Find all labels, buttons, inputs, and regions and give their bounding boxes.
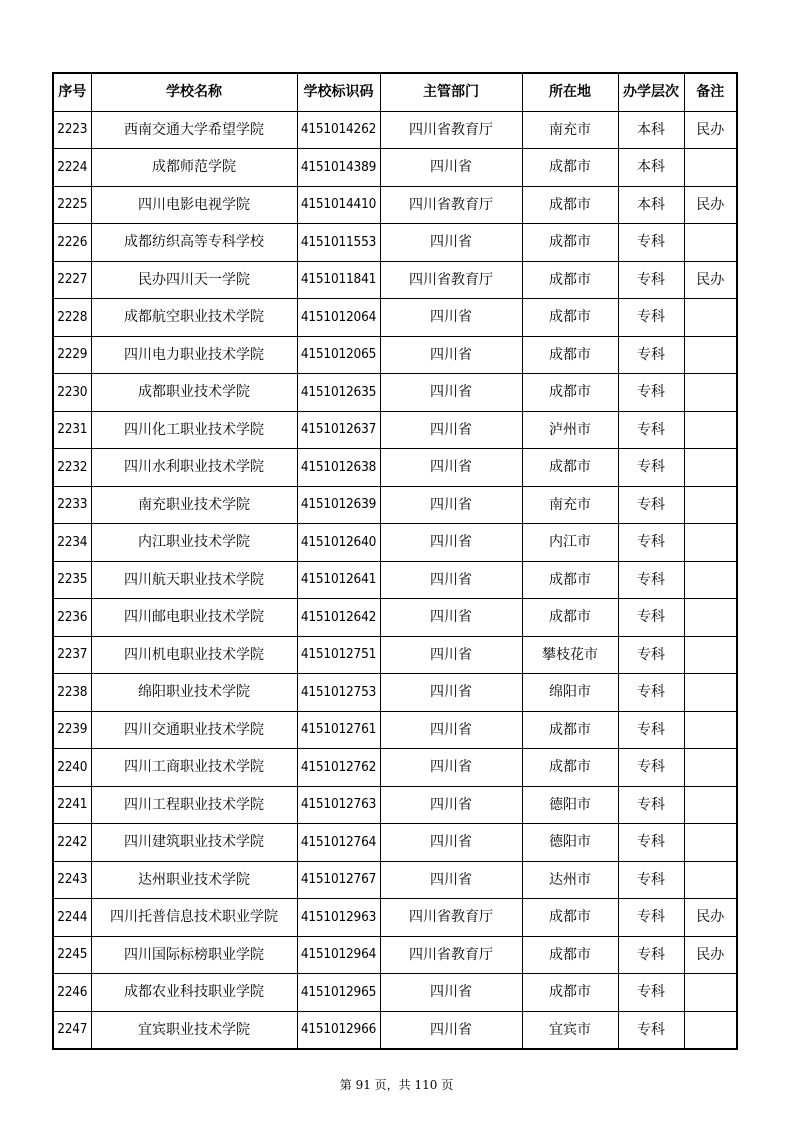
table-row — [53, 936, 737, 974]
remark-cell — [684, 299, 737, 337]
serial-cell: 2239 — [53, 711, 91, 749]
location-cell: 绵阳市 — [522, 674, 618, 712]
remark-cell — [684, 786, 737, 824]
page-footer: 第 91 页，共 110 页 — [339, 1078, 454, 1092]
level-cell: 专科 — [618, 936, 684, 974]
serial-cell: 2227 — [53, 261, 91, 299]
header-authority: 主管部门 — [380, 73, 522, 111]
school-name-cell: 达州职业技术学院 — [91, 861, 297, 899]
authority-cell: 四川省 — [380, 374, 522, 412]
serial-cell: 2226 — [53, 224, 91, 262]
location-cell: 成都市 — [522, 899, 618, 937]
header-remark: 备注 — [684, 73, 737, 111]
school-name-cell: 四川化工职业技术学院 — [91, 411, 297, 449]
level-cell: 专科 — [618, 524, 684, 562]
table-row — [53, 861, 737, 899]
header-level: 办学层次 — [618, 73, 684, 111]
school-code-cell: 4151012767 — [297, 861, 380, 899]
school-name-cell: 成都职业技术学院 — [91, 374, 297, 412]
authority-cell: 四川省教育厅 — [380, 936, 522, 974]
remark-cell — [684, 749, 737, 787]
school-code-cell: 4151012642 — [297, 599, 380, 637]
table-row — [53, 899, 737, 937]
location-cell: 南充市 — [522, 486, 618, 524]
school-code-cell: 4151012764 — [297, 824, 380, 862]
level-cell: 专科 — [618, 899, 684, 937]
header-location: 所在地 — [522, 73, 618, 111]
authority-cell: 四川省 — [380, 974, 522, 1012]
table-row — [53, 374, 737, 412]
location-cell: 南充市 — [522, 111, 618, 149]
school-name-cell: 四川邮电职业技术学院 — [91, 599, 297, 637]
level-cell: 专科 — [618, 374, 684, 412]
remark-cell — [684, 1011, 737, 1049]
school-code-cell: 4151011841 — [297, 261, 380, 299]
serial-cell: 2241 — [53, 786, 91, 824]
location-cell: 内江市 — [522, 524, 618, 562]
level-cell: 专科 — [618, 749, 684, 787]
remark-cell — [684, 636, 737, 674]
school-name-cell: 四川航天职业技术学院 — [91, 561, 297, 599]
serial-cell: 2231 — [53, 411, 91, 449]
serial-cell: 2228 — [53, 299, 91, 337]
school-name-cell: 绵阳职业技术学院 — [91, 674, 297, 712]
school-code-cell: 4151012966 — [297, 1011, 380, 1049]
authority-cell: 四川省 — [380, 1011, 522, 1049]
authority-cell: 四川省 — [380, 224, 522, 262]
location-cell: 成都市 — [522, 299, 618, 337]
serial-cell: 2223 — [53, 111, 91, 149]
remark-cell: 民办 — [684, 936, 737, 974]
school-code-cell: 4151014410 — [297, 186, 380, 224]
school-code-cell: 4151014262 — [297, 111, 380, 149]
school-code-cell: 4151012638 — [297, 449, 380, 487]
authority-cell: 四川省 — [380, 449, 522, 487]
level-cell: 专科 — [618, 1011, 684, 1049]
serial-cell: 2232 — [53, 449, 91, 487]
serial-cell: 2224 — [53, 149, 91, 187]
school-code-cell: 4151012065 — [297, 336, 380, 374]
serial-cell: 2238 — [53, 674, 91, 712]
school-code-cell: 4151012637 — [297, 411, 380, 449]
school-code-cell: 4151012762 — [297, 749, 380, 787]
school-code-cell: 4151014389 — [297, 149, 380, 187]
serial-cell: 2243 — [53, 861, 91, 899]
school-name-cell: 成都纺织高等专科学校 — [91, 224, 297, 262]
table-row — [53, 749, 737, 787]
school-code-cell: 4151012064 — [297, 299, 380, 337]
remark-cell: 民办 — [684, 186, 737, 224]
school-name-cell: 四川电影电视学院 — [91, 186, 297, 224]
table-row — [53, 261, 737, 299]
authority-cell: 四川省 — [380, 599, 522, 637]
serial-cell: 2242 — [53, 824, 91, 862]
authority-cell: 四川省 — [380, 561, 522, 599]
authority-cell: 四川省 — [380, 149, 522, 187]
location-cell: 成都市 — [522, 711, 618, 749]
remark-cell — [684, 411, 737, 449]
remark-cell — [684, 974, 737, 1012]
serial-cell: 2233 — [53, 486, 91, 524]
school-name-cell: 四川工商职业技术学院 — [91, 749, 297, 787]
school-name-cell: 成都航空职业技术学院 — [91, 299, 297, 337]
table-row — [53, 1011, 737, 1049]
level-cell: 专科 — [618, 861, 684, 899]
school-name-cell: 四川托普信息技术职业学院 — [91, 899, 297, 937]
table-row — [53, 111, 737, 149]
remark-cell — [684, 224, 737, 262]
level-cell: 专科 — [618, 336, 684, 374]
authority-cell: 四川省 — [380, 636, 522, 674]
table-row — [53, 824, 737, 862]
school-code-cell: 4151012753 — [297, 674, 380, 712]
header-school-code: 学校标识码 — [297, 73, 380, 111]
remark-cell — [684, 336, 737, 374]
table-row — [53, 711, 737, 749]
authority-cell: 四川省 — [380, 486, 522, 524]
location-cell: 宜宾市 — [522, 1011, 618, 1049]
remark-cell: 民办 — [684, 261, 737, 299]
serial-cell: 2246 — [53, 974, 91, 1012]
authority-cell: 四川省教育厅 — [380, 186, 522, 224]
level-cell: 专科 — [618, 299, 684, 337]
location-cell: 成都市 — [522, 936, 618, 974]
remark-cell — [684, 374, 737, 412]
level-cell: 专科 — [618, 711, 684, 749]
school-name-cell: 成都农业科技职业学院 — [91, 974, 297, 1012]
serial-cell: 2240 — [53, 749, 91, 787]
table-header-row — [53, 73, 737, 111]
authority-cell: 四川省教育厅 — [380, 899, 522, 937]
level-cell: 本科 — [618, 186, 684, 224]
authority-cell: 四川省 — [380, 749, 522, 787]
school-name-cell: 四川水利职业技术学院 — [91, 449, 297, 487]
authority-cell: 四川省 — [380, 524, 522, 562]
table-row — [53, 524, 737, 562]
authority-cell: 四川省 — [380, 711, 522, 749]
remark-cell — [684, 711, 737, 749]
location-cell: 达州市 — [522, 861, 618, 899]
remark-cell — [684, 674, 737, 712]
location-cell: 成都市 — [522, 599, 618, 637]
location-cell: 成都市 — [522, 186, 618, 224]
level-cell: 专科 — [618, 599, 684, 637]
table-row — [53, 636, 737, 674]
serial-cell: 2225 — [53, 186, 91, 224]
remark-cell — [684, 449, 737, 487]
location-cell: 德阳市 — [522, 786, 618, 824]
location-cell: 泸州市 — [522, 411, 618, 449]
table-row — [53, 599, 737, 637]
level-cell: 专科 — [618, 786, 684, 824]
location-cell: 成都市 — [522, 749, 618, 787]
location-cell: 德阳市 — [522, 824, 618, 862]
school-code-cell: 4151012751 — [297, 636, 380, 674]
school-code-cell: 4151012965 — [297, 974, 380, 1012]
school-name-cell: 内江职业技术学院 — [91, 524, 297, 562]
level-cell: 专科 — [618, 674, 684, 712]
serial-cell: 2235 — [53, 561, 91, 599]
school-code-cell: 4151012635 — [297, 374, 380, 412]
school-name-cell: 民办四川天一学院 — [91, 261, 297, 299]
table-row — [53, 299, 737, 337]
school-name-cell: 四川建筑职业技术学院 — [91, 824, 297, 862]
location-cell: 成都市 — [522, 336, 618, 374]
location-cell: 成都市 — [522, 449, 618, 487]
remark-cell — [684, 824, 737, 862]
school-code-cell: 4151012763 — [297, 786, 380, 824]
location-cell: 成都市 — [522, 261, 618, 299]
school-code-cell: 4151012963 — [297, 899, 380, 937]
level-cell: 专科 — [618, 974, 684, 1012]
authority-cell: 四川省教育厅 — [380, 261, 522, 299]
school-name-cell: 四川机电职业技术学院 — [91, 636, 297, 674]
remark-cell — [684, 149, 737, 187]
school-name-cell: 四川电力职业技术学院 — [91, 336, 297, 374]
location-cell: 成都市 — [522, 561, 618, 599]
serial-cell: 2236 — [53, 599, 91, 637]
location-cell: 成都市 — [522, 224, 618, 262]
level-cell: 本科 — [618, 111, 684, 149]
serial-cell: 2245 — [53, 936, 91, 974]
authority-cell: 四川省教育厅 — [380, 111, 522, 149]
location-cell: 成都市 — [522, 974, 618, 1012]
header-school-name: 学校名称 — [91, 73, 297, 111]
level-cell: 专科 — [618, 486, 684, 524]
table-row — [53, 449, 737, 487]
table-row — [53, 674, 737, 712]
table-row — [53, 486, 737, 524]
table-row — [53, 186, 737, 224]
level-cell: 专科 — [618, 561, 684, 599]
table-row — [53, 224, 737, 262]
authority-cell: 四川省 — [380, 861, 522, 899]
authority-cell: 四川省 — [380, 786, 522, 824]
remark-cell — [684, 861, 737, 899]
school-name-cell: 成都师范学院 — [91, 149, 297, 187]
school-code-cell: 4151012639 — [297, 486, 380, 524]
school-name-cell: 西南交通大学希望学院 — [91, 111, 297, 149]
serial-cell: 2247 — [53, 1011, 91, 1049]
level-cell: 本科 — [618, 149, 684, 187]
remark-cell — [684, 599, 737, 637]
school-list-table — [52, 72, 738, 1050]
table-row — [53, 149, 737, 187]
table-row — [53, 786, 737, 824]
school-code-cell: 4151012964 — [297, 936, 380, 974]
location-cell: 攀枝花市 — [522, 636, 618, 674]
header-serial: 序号 — [53, 73, 91, 111]
school-name-cell: 四川交通职业技术学院 — [91, 711, 297, 749]
remark-cell: 民办 — [684, 111, 737, 149]
serial-cell: 2229 — [53, 336, 91, 374]
school-code-cell: 4151012761 — [297, 711, 380, 749]
level-cell: 专科 — [618, 224, 684, 262]
serial-cell: 2237 — [53, 636, 91, 674]
table-row — [53, 336, 737, 374]
school-name-cell: 宜宾职业技术学院 — [91, 1011, 297, 1049]
school-name-cell: 四川国际标榜职业学院 — [91, 936, 297, 974]
remark-cell — [684, 486, 737, 524]
school-name-cell: 四川工程职业技术学院 — [91, 786, 297, 824]
serial-cell: 2234 — [53, 524, 91, 562]
level-cell: 专科 — [618, 411, 684, 449]
level-cell: 专科 — [618, 824, 684, 862]
location-cell: 成都市 — [522, 149, 618, 187]
level-cell: 专科 — [618, 636, 684, 674]
remark-cell — [684, 561, 737, 599]
authority-cell: 四川省 — [380, 299, 522, 337]
level-cell: 专科 — [618, 261, 684, 299]
table-body — [53, 111, 737, 1049]
authority-cell: 四川省 — [380, 674, 522, 712]
remark-cell — [684, 524, 737, 562]
table-row — [53, 561, 737, 599]
serial-cell: 2244 — [53, 899, 91, 937]
school-code-cell: 4151012640 — [297, 524, 380, 562]
remark-cell: 民办 — [684, 899, 737, 937]
table-row — [53, 974, 737, 1012]
school-name-cell: 南充职业技术学院 — [91, 486, 297, 524]
level-cell: 专科 — [618, 449, 684, 487]
table-row — [53, 411, 737, 449]
school-code-cell: 4151011553 — [297, 224, 380, 262]
school-code-cell: 4151012641 — [297, 561, 380, 599]
authority-cell: 四川省 — [380, 411, 522, 449]
serial-cell: 2230 — [53, 374, 91, 412]
authority-cell: 四川省 — [380, 824, 522, 862]
authority-cell: 四川省 — [380, 336, 522, 374]
location-cell: 成都市 — [522, 374, 618, 412]
